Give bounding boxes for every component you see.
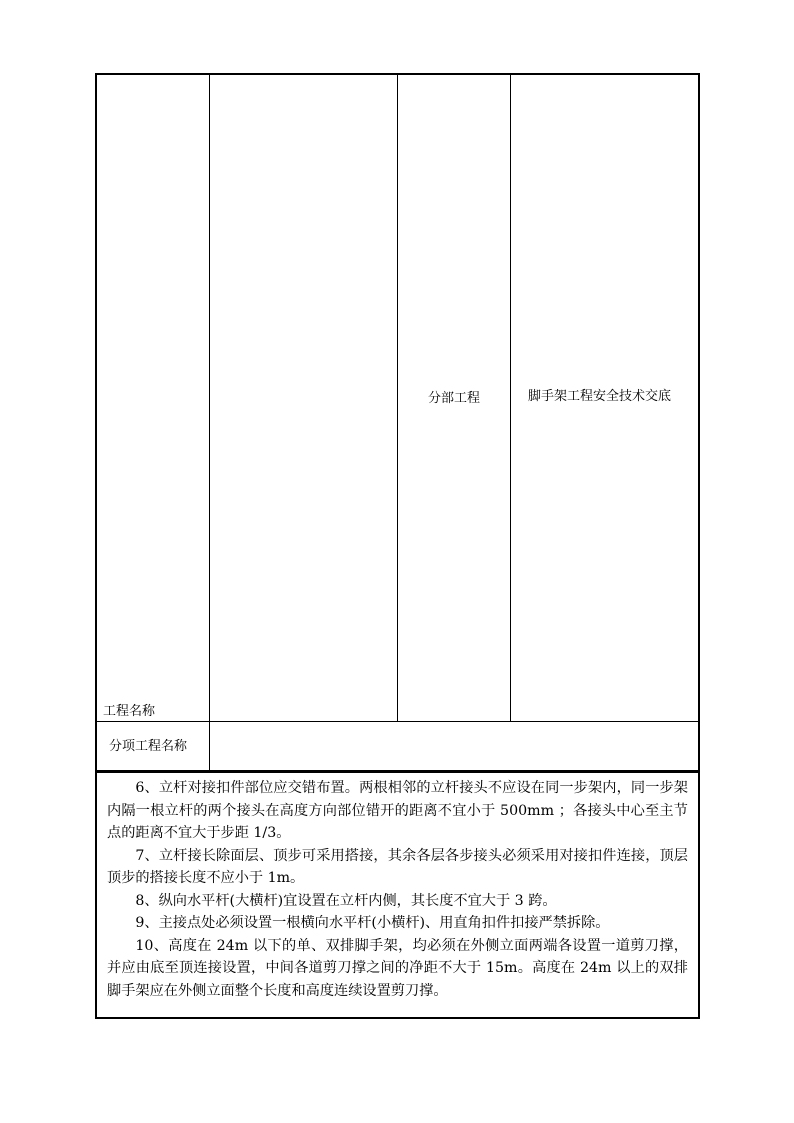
project-name-label: 工程名称 [103,704,156,719]
disclosure-content [95,772,700,1019]
paragraph: 10、高度在 24m 以下的单、双排脚手架，均必须在外侧立面两端各设置一道剪刀撑，并应由底至顶连接设置，中间各道剪刀撑之间的净距不大于 15m。高度在 24m 以上的双排脚手架应在外侧立面整个长度和高度连续设置剪刀撑。 [107,937,688,999]
column-divider [510,75,511,721]
sub-project-value: 脚手架工程安全技术交底 [528,389,672,404]
paragraph: 6、立杆对接扣件部位应交错布置。两根相邻的立杆接头不应设在同一步架内，同一步架内隔一根立杆的两个接头在高度方向部位错开的距离不宜小于 500mm ；各接头中心至主节点的距离不宜大于步距 1/3。 [107,780,688,841]
column-divider [209,721,210,772]
row-divider [97,721,698,722]
paragraph: 8、纵向水平杆(大横杆)宜设置在立杆内侧，其长度不宜大于 3 跨。 [135,892,557,909]
column-divider [209,75,210,721]
header-table [95,73,700,772]
paragraph: 7、立杆接长除面层、顶步可采用搭接，其余各层各步接头必须采用对接扣件连接，顶层顶步的搭接长度不应小于 1m。 [107,847,688,886]
sub-project-label: 分部工程 [428,391,481,406]
column-divider [397,75,398,721]
paragraph: 9、主接点处必须设置一根横向水平杆(小横杆)、用直角扣件扣接严禁拆除。 [135,915,610,931]
item-project-label: 分项工程名称 [109,739,188,754]
